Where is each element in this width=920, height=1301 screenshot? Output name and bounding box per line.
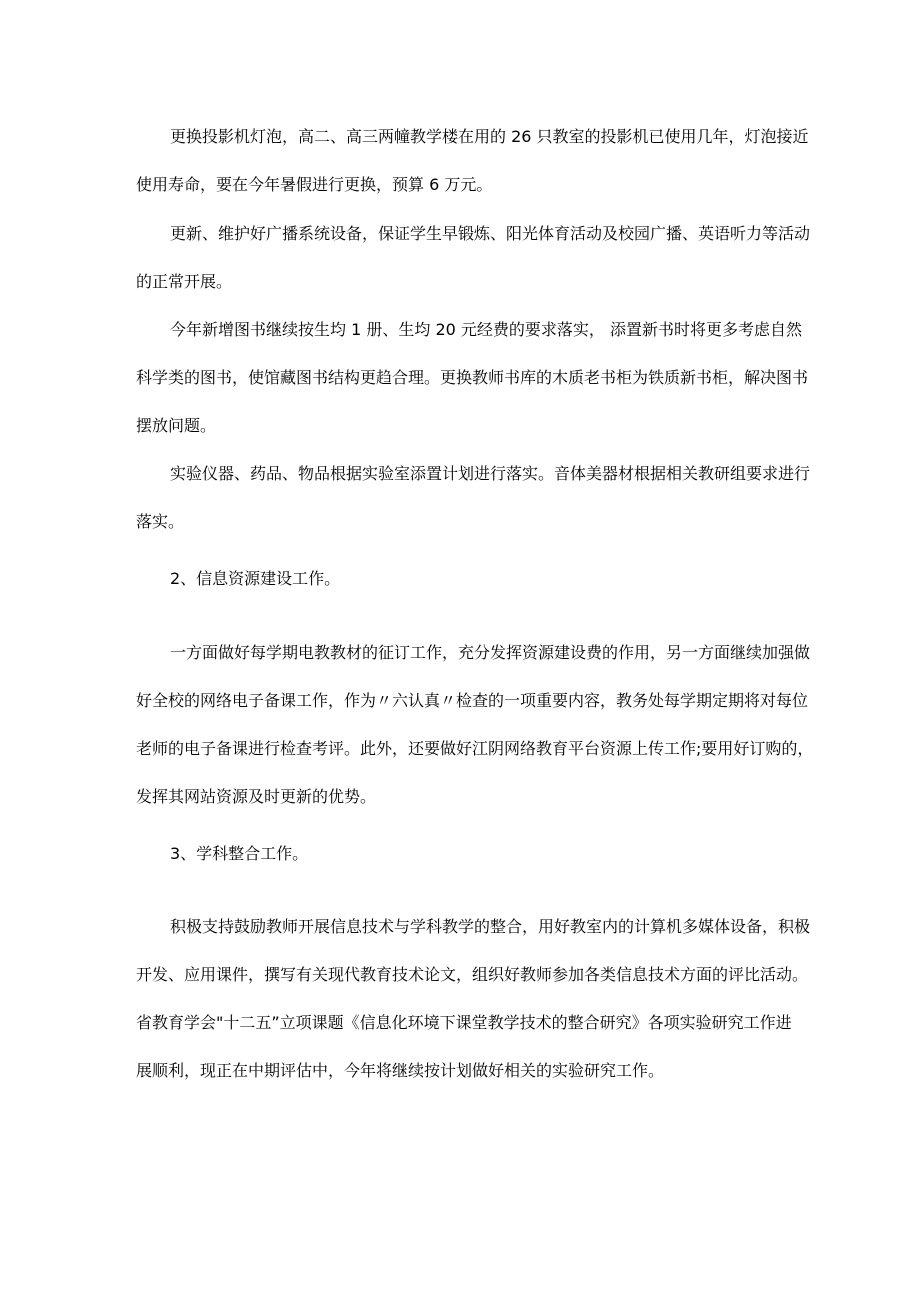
paragraph-8-line-2: 开发、应用课件，撰写有关现代教育技术论文，组织好教师参加各类信息技术方面的评比活动。 [136,965,809,984]
section-heading-2: 2、信息资源建设工作。 [170,569,341,588]
paragraph-8-line-1: 积极支持鼓励教师开展信息技术与学科教学的整合，用好教室内的计算机多媒体设备，积极 [170,917,811,936]
paragraph-8-line-3: 省教育学会"十二五”立项课题《信息化环境下课堂教学技术的整合研究》各项实验研究工作进 [136,1013,792,1032]
paragraph-6-line-3: 老师的电子备课进行检查考评。此外，还要做好江阴网络教育平台资源上传工作;要用好订购的， [136,739,814,758]
paragraph-2-line-2: 的正常开展。 [136,272,233,291]
paragraph-4-line-1: 实验仪器、药品、物品根据实验室添置计划进行落实。音体美器材根据相关教研组要求进行 [170,464,811,483]
paragraph-3-line-2: 科学类的图书，使馆藏图书结构更趋合理。更换教师书库的木质老书柜为铁质新书柜，解决图书 [136,368,809,387]
section-heading-3: 3、学科整合工作。 [170,844,309,863]
paragraph-6-line-2: 好全校的网络电子备课工作，作为〃六认真〃检查的一项重要内容，教务处每学期定期将对每位 [136,691,809,710]
paragraph-8-line-4: 展顺利，现正在中期评估中，今年将继续按计划做好相关的实验研究工作。 [136,1061,665,1080]
paragraph-1-line-2: 使用寿命，要在今年暑假进行更换，预算 6 万元。 [136,175,493,194]
paragraph-3-line-3: 摆放问题。 [136,416,217,435]
paragraph-1-line-1: 更换投影机灯泡，高二、高三两幢教学楼在用的 26 只教室的投影机已使用几年，灯泡接近 [170,127,809,146]
paragraph-4-line-2: 落实。 [136,512,185,531]
paragraph-2-line-1: 更新、维护好广播系统设备，保证学生早锻炼、阳光体育活动及校园广播、英语听力等活动 [170,224,811,243]
paragraph-6-line-1: 一方面做好每学期电教教材的征订工作，充分发挥资源建设费的作用，另一方面继续加强做 [170,643,811,662]
paragraph-3-line-1: 今年新增图书继续按生均 1 册、生均 20 元经费的要求落实， 添置新书时将更多考虑自然 [170,320,802,339]
paragraph-6-line-4: 发挥其网站资源及时更新的优势。 [136,787,377,806]
